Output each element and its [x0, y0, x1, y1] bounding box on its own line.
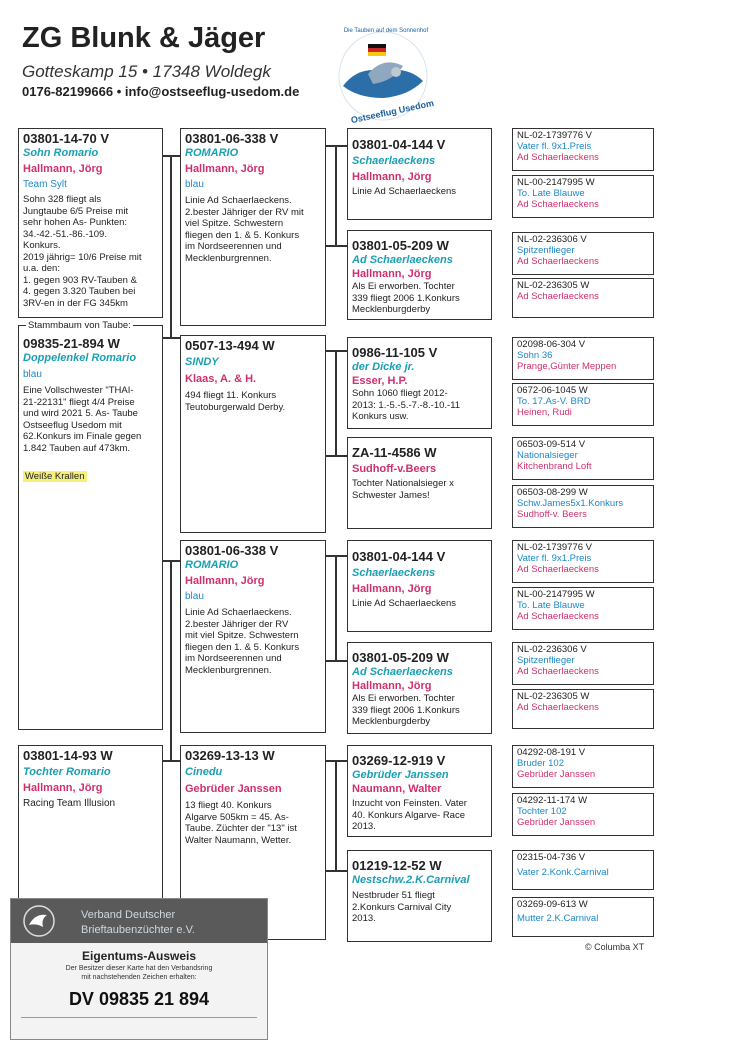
- greatgrandparent-card: [347, 128, 492, 220]
- text-line: Tochter Nationalsieger x: [352, 478, 454, 489]
- connector: [335, 760, 337, 870]
- ring-number: NL-02-236305 W: [517, 691, 590, 702]
- ancestor-card: [512, 485, 654, 528]
- ring-number: 09835-21-894 W: [23, 336, 120, 351]
- owner: Hallmann, Jörg: [23, 782, 103, 794]
- ring-number: NL-02-1739776 V: [517, 130, 592, 141]
- copyright: © Columba XT: [585, 942, 645, 952]
- text-line: 2013.: [352, 913, 376, 924]
- text-line: Schwester James!: [352, 489, 430, 501]
- text-line: Konkurs usw.: [352, 411, 409, 422]
- text-line: 1. gegen 903 RV-Tauben &: [23, 274, 137, 286]
- note: Vater fl. 9x1.Preis: [517, 141, 592, 152]
- text-line: Nestbruder 51 fliegt: [352, 890, 435, 901]
- owner: Esser, H.P.: [352, 375, 408, 387]
- pigeon-name: Nestschw.2.K.Carnival: [352, 874, 470, 886]
- text-line: 3RV-en in der FG 345km: [23, 297, 128, 309]
- ring-number: 03801-04-144 V: [352, 549, 446, 564]
- ancestor-card: [512, 232, 654, 275]
- text-line: Taube. Züchter der "13" ist: [185, 823, 297, 834]
- greatgrandparent-card: [347, 850, 492, 942]
- text-line: 2.bester Jähriger der RV mit: [185, 206, 304, 218]
- text-line: und wird 2021 5. As- Taube: [23, 408, 138, 419]
- note: Ad Schaerlaeckens: [517, 291, 599, 302]
- grandparent-card: [180, 128, 326, 326]
- text-line: 2019 jährig= 10/6 Preise mit: [23, 251, 142, 263]
- ring-number: 03269-09-613 W: [517, 899, 588, 910]
- logo-text-bottom: Ostseeflug Usedom: [349, 97, 435, 126]
- owner: Ad Schaerlaeckens: [517, 152, 599, 163]
- text-line: Inzucht von Feinsten. Vater: [352, 798, 467, 809]
- pigeon-name: Gebrüder Janssen: [352, 769, 449, 781]
- logo-text-top: Die Tauben auf dem Sonnenhof: [343, 28, 429, 34]
- note: Bruder 102: [517, 758, 565, 769]
- connector: [325, 870, 347, 872]
- owner: Hallmann, Jörg: [185, 575, 265, 587]
- ring-number: NL-00-2147995 W: [517, 177, 595, 188]
- text-line: 4. gegen 3.320 Tauben bei: [23, 286, 136, 297]
- text-line: Als Ei erworben. Tochter: [352, 281, 455, 292]
- ring-number: NL-02-236305 W: [517, 280, 590, 291]
- ancestor-card: [512, 850, 654, 890]
- text-line: Mecklenburgderby: [352, 716, 431, 727]
- ring-number: 03801-06-338 V: [185, 543, 279, 558]
- text-line: Konkurs.: [23, 240, 61, 251]
- text-line: 2.Konkurs Carnival City: [352, 901, 452, 913]
- text-line: Teutoburgerwald Derby.: [185, 401, 286, 413]
- text-line: Mecklenburgrennen.: [185, 664, 272, 676]
- pigeon-name: Schaerlaeckens: [352, 155, 436, 167]
- owner: Ad Schaerlaeckens: [517, 256, 599, 267]
- pigeon-name: Tochter Romario: [23, 766, 111, 778]
- pigeon-name: ROMARIO: [185, 147, 239, 159]
- text-line: Eine Vollschwester "THAI-: [23, 385, 134, 396]
- connector: [325, 660, 347, 662]
- note: Spitzenflieger: [517, 245, 575, 256]
- owner: Sudhoff-v. Beers: [517, 509, 587, 520]
- owner: Heinen, Rudi: [517, 407, 572, 418]
- highlight-note: Weiße Krallen: [25, 471, 85, 482]
- text-line: Sohn 1060 fliegt 2012-: [352, 388, 448, 399]
- connector: [170, 560, 172, 760]
- ancestor-card: [512, 175, 654, 218]
- card-subtitle-1: Der Besitzer dieser Karte hat den Verbandsring: [65, 965, 213, 972]
- note: Spitzenflieger: [517, 655, 575, 666]
- greatgrandparent-card: [347, 437, 492, 529]
- greatgrandparent-card: [347, 745, 492, 837]
- pigeon-color: blau: [185, 179, 204, 190]
- text-line: 494 fliegt 11. Konkurs: [185, 390, 277, 401]
- ring-number: 03801-05-209 W: [352, 650, 449, 665]
- ring-number: 03269-12-919 V: [352, 753, 446, 768]
- ring-number: ZA-11-4586 W: [352, 445, 437, 460]
- note: To. Late Blauwe: [517, 600, 585, 611]
- connector: [325, 455, 347, 457]
- text-line: 21-22131" fliegt 4/4 Preise: [23, 396, 135, 408]
- ring-number: 0986-11-105 V: [352, 345, 438, 360]
- connector: [325, 245, 347, 247]
- ring-number: NL-02-236306 V: [517, 644, 587, 655]
- ancestor-card: [512, 745, 654, 788]
- note: Schw.James5x1.Konkurs: [517, 498, 624, 509]
- note: Tochter 102: [517, 806, 567, 817]
- ancestor-card: [512, 642, 654, 685]
- dove-icon: [21, 905, 57, 937]
- ancestor-card: [512, 793, 654, 836]
- pigeon-name: ROMARIO: [185, 559, 239, 571]
- note: Sohn 36: [517, 350, 553, 361]
- pigeon-name: Schaerlaeckens: [352, 567, 436, 579]
- connector: [335, 145, 337, 245]
- owner: Ad Schaerlaeckens: [517, 611, 599, 622]
- text-line: Mecklenburgderby: [352, 304, 431, 315]
- ancestor-card: [512, 278, 654, 318]
- text-line: 1.842 Tauben auf 473km.: [23, 442, 131, 454]
- ancestor-card: [512, 540, 654, 583]
- contact: 0176-82199666 • info@ostseeflug-usedom.de: [22, 84, 300, 99]
- text-line: Mecklenburgrennen.: [185, 252, 272, 264]
- owner: Ad Schaerlaeckens: [517, 199, 599, 210]
- owner: Gebrüder Janssen: [185, 783, 282, 795]
- ring-number: 0507-13-494 W: [185, 338, 275, 353]
- owner: Naumann, Walter: [352, 783, 442, 795]
- note: To. Late Blauwe: [517, 188, 585, 199]
- text-line: Linie Ad Schaerlaeckens: [352, 186, 457, 197]
- text-line: 62.Konkurs im Finale gegen: [23, 431, 142, 442]
- text-line: Linie Ad Schaerlaeckens: [352, 598, 457, 609]
- owner: Ad Schaerlaeckens: [517, 564, 599, 575]
- text-line: Algarve 505km = 45. As-: [185, 811, 289, 823]
- team: Racing Team Illusion: [23, 798, 116, 809]
- address: Gotteskamp 15 • 17348 Woldegk: [22, 62, 271, 81]
- card-number: DV 09835 21 894: [68, 989, 210, 1009]
- pigeon-name: der Dicke jr.: [352, 361, 415, 373]
- card-subtitle-2: mit nachstehenden Zeichen erhalten:: [81, 974, 197, 981]
- card-divider: [21, 1017, 257, 1018]
- text-line: Linie Ad Schaerlaeckens.: [185, 607, 292, 618]
- ancestor-card: [512, 897, 654, 937]
- ring-number: 04292-08-191 V: [517, 747, 586, 758]
- text-line: sehr hohen As- Punkten:: [23, 217, 128, 228]
- ring-number: NL-00-2147995 W: [517, 589, 595, 600]
- ring-number: 03801-14-70 V: [23, 131, 110, 146]
- greatgrandparent-card: [347, 540, 492, 632]
- ancestor-card: [512, 587, 654, 630]
- note: Vater 2.Konk.Carnival: [517, 867, 609, 878]
- ring-number: 03801-04-144 V: [352, 137, 446, 152]
- text-line: 40. Konkurs Algarve- Race: [352, 809, 466, 821]
- ring-number: 0672-06-1045 W: [517, 385, 588, 396]
- club-logo: [328, 26, 438, 126]
- grandparent-card: [180, 335, 326, 533]
- subject-card: [18, 325, 163, 730]
- card-title: Eigentums-Ausweis: [81, 949, 197, 963]
- connector: [335, 350, 337, 455]
- pigeon-name: Sohn Romario: [23, 147, 99, 159]
- owner: Kitchenbrand Loft: [517, 461, 592, 472]
- ring-number: 06503-08-299 W: [517, 487, 588, 498]
- ring-number: 04292-11-174 W: [517, 795, 588, 806]
- ownership-card: [10, 898, 268, 1040]
- ring-number: NL-02-1739776 V: [517, 542, 592, 553]
- text-line: mit viel Spitze. Schwestern: [185, 630, 299, 641]
- grandparent-card: [180, 540, 326, 733]
- pedigree-label: Stammbaum von Taube:: [28, 320, 131, 331]
- pigeon-name: SINDY: [185, 356, 219, 368]
- ring-number: 03801-05-209 W: [352, 238, 449, 253]
- owner: Hallmann, Jörg: [352, 268, 432, 280]
- pigeon-color: blau: [185, 591, 204, 602]
- owner: Prange,Günter Meppen: [517, 361, 617, 372]
- ring-number: 02098-06-304 V: [517, 339, 586, 350]
- pigeon-name: Ad Schaerlaeckens: [352, 254, 453, 266]
- page-title: ZG Blunk & Jäger: [22, 22, 266, 54]
- text-line: u.a. den:: [23, 263, 60, 274]
- ancestor-card: [512, 337, 654, 380]
- text-line: 339 fliegt 2006 1.Konkurs: [352, 292, 460, 304]
- text-line: 34.-42.-51.-86.-109.: [23, 228, 107, 240]
- mother-card: [18, 745, 163, 905]
- pigeon-name: Doppelenkel Romario: [23, 352, 137, 364]
- ancestor-card: [512, 689, 654, 729]
- card-org-line1: Verband Deutscher: [81, 909, 176, 921]
- connector: [162, 760, 180, 762]
- text-line: fliegen den 1. & 5. Konkurs: [185, 641, 300, 653]
- text-line: Ostseeflug Usedom mit: [23, 419, 122, 431]
- text-line: 339 fliegt 2006 1.Konkurs: [352, 704, 460, 716]
- text-line: 2013.: [352, 821, 376, 832]
- owner: Sudhoff-v.Beers: [352, 463, 437, 475]
- pigeon-name: Cinedu: [185, 766, 223, 778]
- greatgrandparent-card: [347, 230, 492, 320]
- text-line: Sohn 328 fliegt als: [23, 194, 102, 205]
- text-line: Walter Naumann, Wetter.: [185, 834, 292, 846]
- ring-number: NL-02-236306 V: [517, 234, 587, 245]
- owner: Ad Schaerlaeckens: [517, 666, 599, 677]
- text-line: 13 fliegt 40. Konkurs: [185, 800, 272, 811]
- note: To. 17.As-V. BRD: [517, 396, 591, 407]
- note: Vater fl. 9x1.Preis: [517, 553, 592, 564]
- connector: [335, 555, 337, 660]
- text-line: 2013: 1.-5.-5.-7.-8.-10.-11: [352, 399, 461, 411]
- text-line: Als Ei erworben. Tochter: [352, 693, 455, 704]
- text-line: 2.bester Jähriger der RV: [185, 618, 289, 630]
- pigeon-color: blau: [23, 369, 42, 380]
- ring-number: 03801-14-93 W: [23, 748, 113, 763]
- ring-number: 01219-12-52 W: [352, 858, 442, 873]
- greatgrandparent-card: [347, 337, 492, 429]
- owner: Hallmann, Jörg: [185, 163, 265, 175]
- ring-number: 03801-06-338 V: [185, 131, 279, 146]
- owner: Gebrüder Janssen: [517, 769, 596, 780]
- text-line: Linie Ad Schaerlaeckens.: [185, 195, 292, 206]
- text-line: im Nordseerennen und: [185, 653, 282, 664]
- owner: Hallmann, Jörg: [352, 171, 432, 183]
- connector: [170, 155, 172, 338]
- card-org-line2: Brieftaubenzüchter e.V.: [81, 924, 195, 936]
- owner: Gebrüder Janssen: [517, 817, 596, 828]
- text-line: fliegen den 1. & 5. Konkurs: [185, 229, 300, 241]
- owner: Klaas, A. & H.: [185, 373, 257, 385]
- greatgrandparent-card: [347, 642, 492, 734]
- text-line: viel Spitze. Schwestern: [185, 218, 284, 229]
- ring-number: 06503-09-514 V: [517, 439, 586, 450]
- note: Ad Schaerlaeckens: [517, 702, 599, 713]
- text-line: Jungtaube 6/5 Preise mit: [23, 205, 129, 217]
- owner: Hallmann, Jörg: [23, 163, 103, 175]
- text-line: im Nordseerennen und: [185, 241, 282, 252]
- owner: Hallmann, Jörg: [352, 680, 432, 692]
- ring-number: 02315-04-736 V: [517, 852, 586, 863]
- ancestor-card: [512, 128, 654, 171]
- ancestor-card: [512, 383, 654, 426]
- ancestor-card: [512, 437, 654, 480]
- note: Nationalsieger: [517, 450, 578, 461]
- note: Mutter 2.K.Carnival: [517, 913, 599, 924]
- father-card: [18, 128, 163, 318]
- pigeon-name: Ad Schaerlaeckens: [352, 666, 453, 678]
- team: Team Sylt: [23, 179, 67, 190]
- ring-number: 03269-13-13 W: [185, 748, 275, 763]
- owner: Hallmann, Jörg: [352, 583, 432, 595]
